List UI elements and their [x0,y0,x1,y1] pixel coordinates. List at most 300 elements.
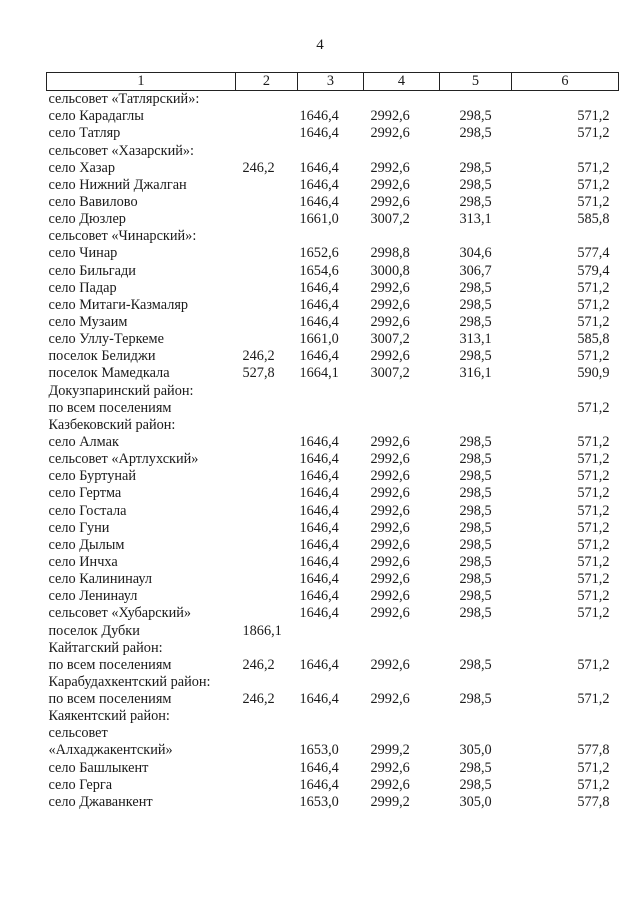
value-col2-cell [236,485,298,502]
value-col2-cell [236,417,298,434]
table-row [47,742,619,759]
value-col5-cell: 298,5 [459,553,492,570]
value-col6-cell: 577,4 [577,245,610,262]
table-row [47,502,619,519]
value-col4-cell: 2992,6 [370,313,410,330]
value-col2-cell [236,725,298,742]
value-col2-cell [236,640,298,657]
place-name-cell: поселок Дубки [48,622,140,639]
value-col5-cell [440,382,512,399]
value-col2-cell: 246,2 [242,348,275,365]
value-col4-cell: 3007,2 [370,331,410,348]
table-row [47,622,619,639]
value-col3-cell: 1664,1 [299,365,339,382]
place-name-cell: село Буртунай [48,468,137,485]
value-col2-cell [236,468,298,485]
value-col4-cell: 2998,8 [370,245,410,262]
value-col6-cell: 571,2 [577,691,610,708]
place-name-cell: Казбековский район: [48,416,176,433]
value-col4-cell: 2992,6 [370,125,410,142]
value-col6-cell: 571,2 [577,502,610,519]
value-col3-cell: 1646,4 [299,313,339,330]
place-name-cell: село Башлыкент [48,759,149,776]
column-header: 5 [440,73,512,91]
value-col4-cell: 2992,6 [370,279,410,296]
value-col3-cell: 1646,4 [299,502,339,519]
value-col5-cell [440,91,512,109]
value-col3-cell: 1646,4 [299,691,339,708]
place-name-cell: Докузпаринский район: [48,382,194,399]
value-col5-cell: 298,5 [459,451,492,468]
value-col5-cell: 298,5 [459,159,492,176]
value-col4-cell: 3000,8 [370,262,410,279]
place-name-cell: по всем поселениям [48,399,172,416]
column-header: 4 [364,73,440,91]
value-col2-cell: 1866,1 [242,622,282,639]
table-row [47,365,619,382]
value-col4-cell: 2992,6 [370,519,410,536]
table-row [47,194,619,211]
value-col5-cell: 304,6 [459,245,492,262]
value-col2-cell [236,794,298,811]
value-col2-cell: 246,2 [242,691,275,708]
value-col4-cell: 2992,6 [370,553,410,570]
value-col6-cell [512,674,619,691]
value-col6-cell: 571,2 [577,776,610,793]
table-row [47,485,619,502]
value-col4-cell [364,382,440,399]
value-col3-cell: 1646,4 [299,553,339,570]
value-col4-cell: 2992,6 [370,108,410,125]
value-col4-cell: 2992,6 [370,296,410,313]
value-col4-cell [364,228,440,245]
value-col2-cell [236,297,298,314]
value-col2-cell [236,434,298,451]
value-col2-cell [236,759,298,776]
place-name-cell: село Хазар [48,159,116,176]
value-col5-cell: 298,5 [459,588,492,605]
value-col6-cell: 571,2 [577,485,610,502]
value-col2-cell: 246,2 [242,656,275,673]
value-col6-cell: 585,8 [577,211,610,228]
value-col4-cell [364,417,440,434]
place-name-cell: село Герга [48,776,113,793]
place-name-cell: село Ленинаул [48,588,138,605]
value-col2-cell [236,400,298,417]
value-col4-cell [364,708,440,725]
value-col2-cell: 527,8 [242,365,275,382]
value-col3-cell: 1646,4 [299,485,339,502]
value-col5-cell: 298,5 [459,296,492,313]
place-name-cell: село Падар [48,279,117,296]
place-name-cell: село Дылым [48,536,125,553]
value-col4-cell: 2992,6 [370,776,410,793]
value-col6-cell: 571,2 [577,571,610,588]
value-col5-cell: 298,5 [459,193,492,210]
value-col3-cell: 1646,4 [299,451,339,468]
place-name-cell: село Джаванкент [48,793,153,810]
value-col2-cell [236,108,298,125]
value-col3-cell [298,91,364,109]
table-row [47,400,619,417]
value-col4-cell [364,622,440,639]
value-col5-cell: 298,5 [459,279,492,296]
column-header: 3 [298,73,364,91]
value-col2-cell [236,194,298,211]
value-col2-cell [236,554,298,571]
value-col5-cell: 298,5 [459,176,492,193]
value-col5-cell [440,142,512,159]
value-col4-cell: 2999,2 [370,742,410,759]
value-col4-cell: 3007,2 [370,211,410,228]
value-col4-cell: 2992,6 [370,468,410,485]
value-col4-cell [364,142,440,159]
value-col6-cell: 590,9 [577,365,610,382]
table-row [47,417,619,434]
value-col4-cell: 2992,6 [370,433,410,450]
value-col4-cell: 2992,6 [370,605,410,622]
value-col5-cell: 298,5 [459,108,492,125]
place-name-cell: село Гостала [48,502,127,519]
place-name-cell: село Уллу-Теркеме [48,331,164,348]
value-col3-cell [298,640,364,657]
value-col4-cell: 2992,6 [370,348,410,365]
value-col4-cell: 2992,6 [370,451,410,468]
place-name-cell: село Нижний Джалган [48,176,187,193]
table-row [47,262,619,279]
value-col2-cell [236,777,298,794]
table-row [47,691,619,708]
place-name-cell: сельсовет «Чинарский»: [48,228,197,245]
place-name-cell: село Татляр [48,125,121,142]
value-col3-cell: 1646,4 [299,605,339,622]
value-col3-cell: 1646,4 [299,433,339,450]
place-name-cell: село Карадаглы [48,108,144,125]
value-col4-cell: 2992,6 [370,193,410,210]
table-row [47,777,619,794]
column-header: 6 [512,73,619,91]
place-name-cell: поселок Белиджи [48,348,156,365]
value-col2-cell [236,588,298,605]
table-row [47,759,619,776]
table-row [47,434,619,451]
value-col2-cell: 246,2 [242,159,275,176]
table-row [47,554,619,571]
value-col3-cell: 1646,4 [299,193,339,210]
place-name-cell: сельсовет «Артлухский» [48,451,199,468]
table-row [47,280,619,297]
place-name-cell: село Вавилово [48,193,138,210]
value-col2-cell [236,708,298,725]
value-col2-cell [236,451,298,468]
value-col5-cell [440,640,512,657]
value-col3-cell [298,142,364,159]
table-header [47,73,619,91]
value-col6-cell: 571,2 [577,536,610,553]
value-col3-cell [298,725,364,742]
place-name-cell: село Митаги-Казмаляр [48,296,189,313]
value-col3-cell: 1646,4 [299,656,339,673]
value-col3-cell [298,708,364,725]
place-name-cell: село Музаим [48,313,128,330]
place-name-cell: по всем поселениям [48,656,172,673]
page-number: 4 [316,37,324,53]
place-name-cell: сельсовет «Хазарский»: [48,142,195,159]
value-col5-cell: 298,5 [459,313,492,330]
table-row [47,794,619,811]
value-col4-cell: 3007,2 [370,365,410,382]
value-col3-cell: 1646,4 [299,125,339,142]
table-row [47,537,619,554]
value-col2-cell [236,142,298,159]
value-col6-cell [512,91,619,109]
place-name-cell: по всем поселениям [48,691,172,708]
table-row [47,725,619,742]
value-col5-cell: 306,7 [459,262,492,279]
value-col2-cell [236,502,298,519]
value-col5-cell: 313,1 [459,211,492,228]
value-col6-cell [512,228,619,245]
value-col5-cell [440,228,512,245]
value-col5-cell: 298,5 [459,125,492,142]
value-col6-cell [512,622,619,639]
value-col3-cell [298,228,364,245]
table-row [47,588,619,605]
value-col5-cell: 305,0 [459,742,492,759]
value-col6-cell: 571,2 [577,759,610,776]
value-col3-cell [298,674,364,691]
value-col3-cell: 1646,4 [299,108,339,125]
value-col6-cell: 579,4 [577,262,610,279]
value-col5-cell: 298,5 [459,536,492,553]
header-row [47,73,619,91]
value-col4-cell: 2992,6 [370,485,410,502]
value-col6-cell: 571,2 [577,605,610,622]
value-col2-cell [236,245,298,262]
value-col2-cell [236,125,298,142]
place-name-cell: сельсовет «Хубарский» [48,605,192,622]
value-col2-cell [236,331,298,348]
value-col5-cell [440,417,512,434]
value-col2-cell [236,537,298,554]
value-col6-cell [512,382,619,399]
value-col3-cell: 1646,4 [299,159,339,176]
value-col3-cell: 1661,0 [299,211,339,228]
table-row [47,297,619,314]
value-col3-cell [298,622,364,639]
value-col3-cell: 1646,4 [299,759,339,776]
table-row [47,640,619,657]
place-name-cell: Карабудахкентский район: [48,673,211,690]
table-row [47,228,619,245]
value-col6-cell: 571,2 [577,553,610,570]
value-col2-cell [236,280,298,297]
value-col5-cell: 298,5 [459,468,492,485]
table-row [47,160,619,177]
value-col3-cell: 1654,6 [299,262,339,279]
value-col2-cell [236,262,298,279]
place-name-cell: сельсовет [48,725,108,742]
value-col4-cell: 2992,6 [370,588,410,605]
table-row [47,571,619,588]
table-row [47,708,619,725]
value-col5-cell: 298,5 [459,502,492,519]
value-col4-cell [364,91,440,109]
value-col2-cell [236,571,298,588]
table-row [47,91,619,109]
value-col3-cell: 1646,4 [299,588,339,605]
place-name-cell: село Бильгади [48,262,136,279]
value-col4-cell [364,400,440,417]
value-col5-cell: 313,1 [459,331,492,348]
table-row [47,605,619,622]
value-col6-cell: 571,2 [577,159,610,176]
value-col2-cell [236,742,298,759]
table-row [47,674,619,691]
value-col3-cell: 1646,4 [299,176,339,193]
value-col5-cell: 298,5 [459,485,492,502]
value-col4-cell [364,725,440,742]
value-col2-cell [236,211,298,228]
value-col5-cell: 298,5 [459,759,492,776]
value-col6-cell: 571,2 [577,108,610,125]
table-row [47,177,619,194]
value-col6-cell: 577,8 [577,793,610,810]
value-col6-cell: 571,2 [577,296,610,313]
value-col3-cell: 1646,4 [299,348,339,365]
table-row [47,108,619,125]
column-header: 1 [47,73,236,91]
value-col5-cell: 298,5 [459,519,492,536]
value-col6-cell: 577,8 [577,742,610,759]
value-col5-cell: 305,0 [459,793,492,810]
value-col4-cell: 2992,6 [370,159,410,176]
value-col3-cell: 1646,4 [299,536,339,553]
value-col3-cell [298,400,364,417]
value-col3-cell: 1646,4 [299,296,339,313]
value-col6-cell: 585,8 [577,331,610,348]
value-col3-cell: 1646,4 [299,279,339,296]
value-col3-cell: 1646,4 [299,468,339,485]
column-header: 2 [236,73,298,91]
value-col2-cell [236,177,298,194]
value-col3-cell [298,382,364,399]
value-col5-cell: 298,5 [459,776,492,793]
value-col6-cell: 571,2 [577,193,610,210]
value-col5-cell [440,674,512,691]
value-col4-cell [364,674,440,691]
place-name-cell: село Гуни [48,519,110,536]
value-col3-cell: 1646,4 [299,571,339,588]
table-row [47,382,619,399]
value-col4-cell [364,640,440,657]
table-row [47,142,619,159]
value-col5-cell: 316,1 [459,365,492,382]
value-col5-cell: 298,5 [459,656,492,673]
value-col6-cell [512,142,619,159]
value-col5-cell [440,400,512,417]
value-col6-cell: 571,2 [577,313,610,330]
value-col6-cell: 571,2 [577,348,610,365]
table-row [47,125,619,142]
value-col2-cell [236,91,298,109]
value-col6-cell [512,708,619,725]
place-name-cell: село Гертма [48,485,122,502]
table-row [47,468,619,485]
value-col2-cell [236,520,298,537]
value-col5-cell [440,708,512,725]
value-col4-cell: 2992,6 [370,176,410,193]
value-col4-cell: 2992,6 [370,536,410,553]
value-col4-cell: 2992,6 [370,656,410,673]
value-col6-cell: 571,2 [577,399,610,416]
value-col6-cell: 571,2 [577,176,610,193]
value-col4-cell: 2999,2 [370,793,410,810]
value-col5-cell [440,622,512,639]
table-row [47,314,619,331]
table-row [47,331,619,348]
table-row [47,348,619,365]
value-col2-cell [236,382,298,399]
place-name-cell: «Алхаджакентский» [48,742,173,759]
value-col6-cell: 571,2 [577,656,610,673]
value-col2-cell [236,674,298,691]
value-col3-cell: 1652,6 [299,245,339,262]
value-col3-cell: 1653,0 [299,793,339,810]
value-col6-cell [512,640,619,657]
tariff-table [46,72,619,811]
place-name-cell: село Инчха [48,553,118,570]
value-col6-cell: 571,2 [577,433,610,450]
table-row [47,520,619,537]
value-col2-cell [236,314,298,331]
value-col2-cell [236,605,298,622]
place-name-cell: село Алмак [48,433,119,450]
value-col6-cell [512,725,619,742]
value-col5-cell: 298,5 [459,571,492,588]
table-row [47,657,619,674]
table-row [47,211,619,228]
value-col4-cell: 2992,6 [370,502,410,519]
value-col4-cell: 2992,6 [370,571,410,588]
value-col5-cell: 298,5 [459,348,492,365]
value-col3-cell: 1646,4 [299,519,339,536]
value-col6-cell [512,417,619,434]
value-col6-cell: 571,2 [577,519,610,536]
value-col4-cell: 2992,6 [370,759,410,776]
table-row [47,451,619,468]
value-col6-cell: 571,2 [577,451,610,468]
place-name-cell: село Дюзлер [48,211,126,228]
value-col6-cell: 571,2 [577,588,610,605]
value-col5-cell: 298,5 [459,691,492,708]
value-col5-cell [440,725,512,742]
value-col3-cell: 1661,0 [299,331,339,348]
place-name-cell: Каякентский район: [48,708,170,725]
value-col3-cell: 1653,0 [299,742,339,759]
place-name-cell: село Калининаул [48,571,153,588]
table-body [47,91,619,811]
value-col5-cell: 298,5 [459,605,492,622]
value-col6-cell: 571,2 [577,279,610,296]
value-col4-cell: 2992,6 [370,691,410,708]
place-name-cell: село Чинар [48,245,118,262]
value-col6-cell: 571,2 [577,125,610,142]
value-col3-cell [298,417,364,434]
place-name-cell: сельсовет «Татлярский»: [48,91,200,108]
value-col2-cell [236,228,298,245]
value-col3-cell: 1646,4 [299,776,339,793]
